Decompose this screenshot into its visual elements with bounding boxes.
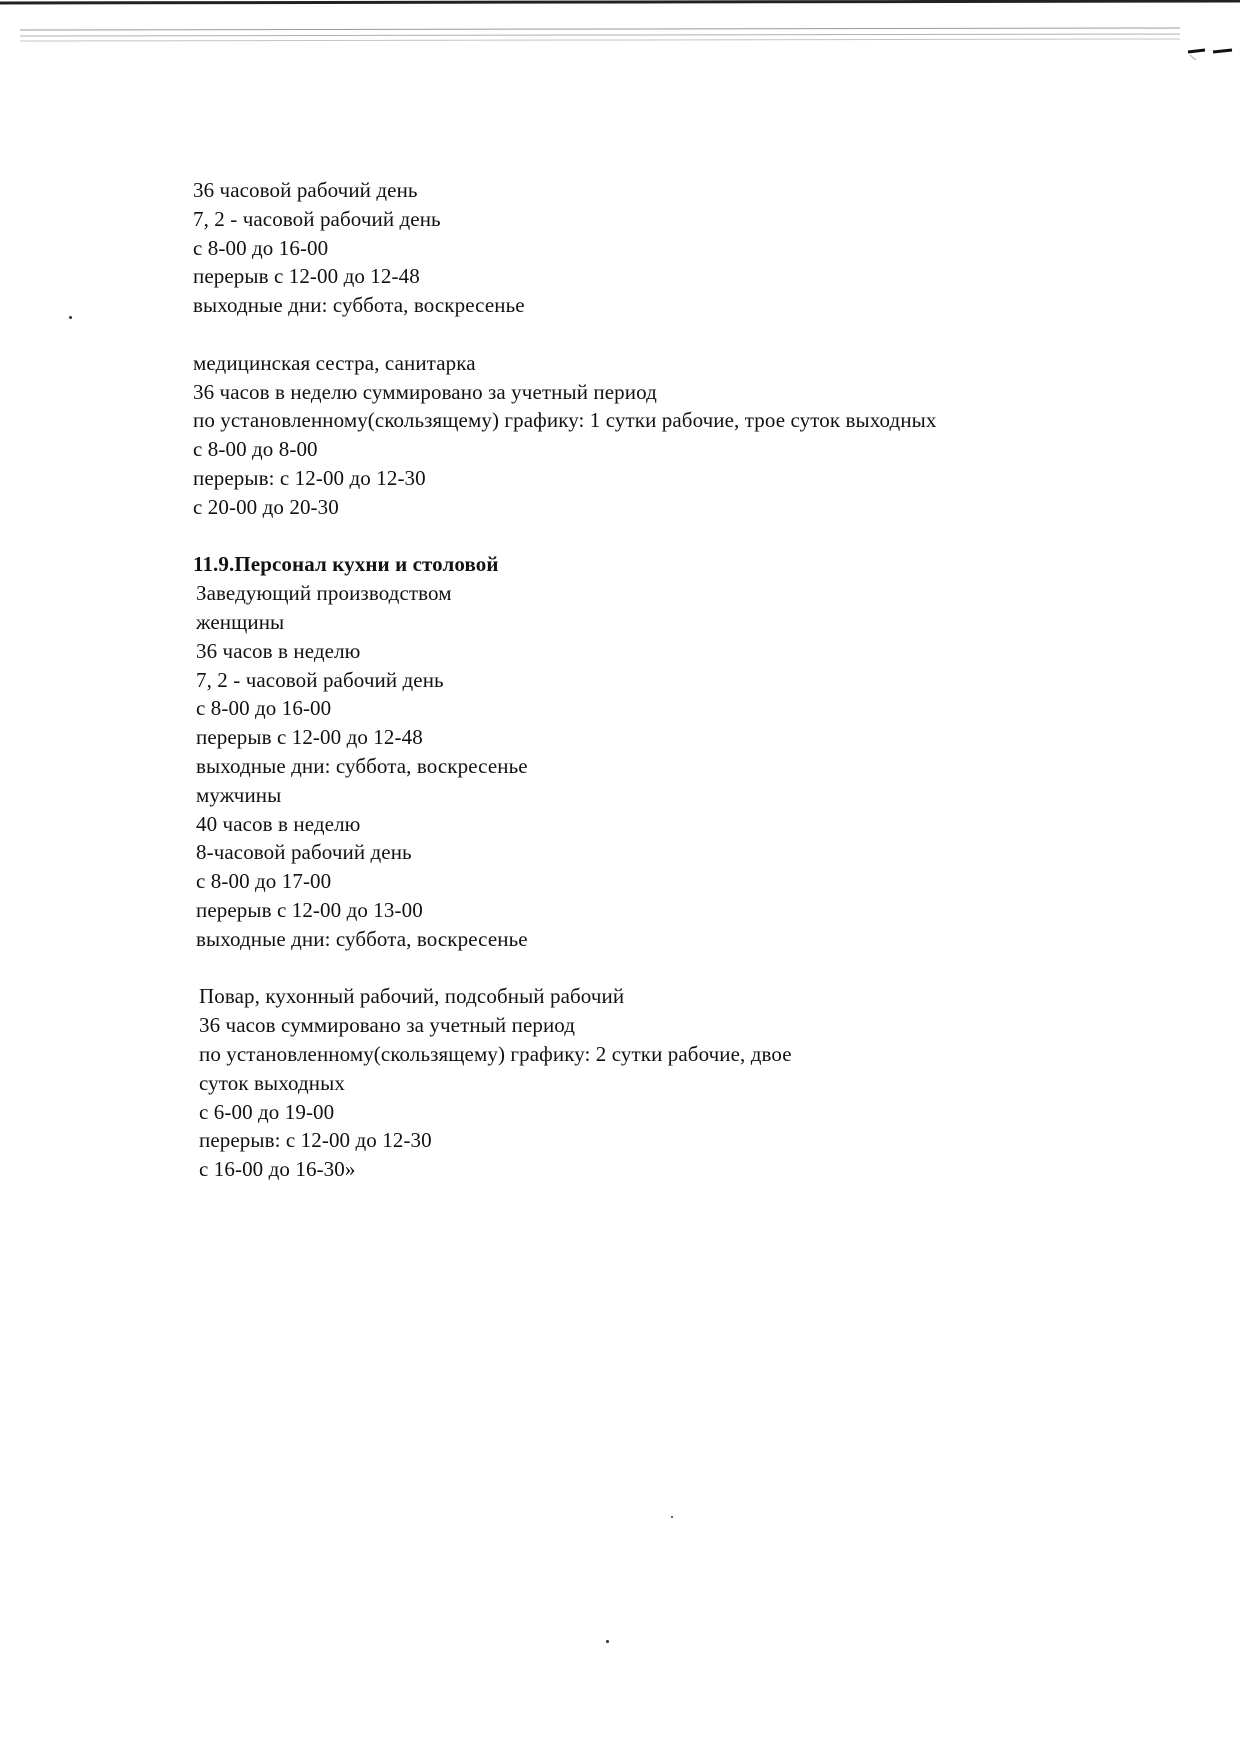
document-body [193,176,1193,1184]
text-line: с 8-00 до 17-00 [196,869,332,894]
text-line: с 8-00 до 16-00 [193,235,329,260]
scan-edge-artifact [0,0,1240,60]
scan-speck [606,1640,609,1643]
blank-line [193,522,1193,551]
blank-line [193,954,1193,983]
intro-schedule-block [193,176,1193,320]
text-line: женщины [196,609,285,634]
text-line: с 16-00 до 16-30» [199,1157,356,1182]
text-line: Заведующий производством [196,581,452,606]
scan-speck [69,316,72,319]
text-line: с 6-00 до 19-00 [199,1099,335,1124]
text-line: 40 часов в неделю [196,811,361,836]
text-line: 36 часовой рабочий день [193,178,418,202]
text-line: выходные дни: суббота, воскресенье [193,293,525,318]
text-line: с 20-00 до 20-30 [193,494,339,519]
text-line: выходные дни: суббота, воскресенье [196,926,528,951]
text-line: мужчины [196,782,282,807]
text-line: 8-часовой рабочий день [196,840,412,865]
blank-line [193,320,1193,349]
text-line: по установленному(скользящему) графику: 1 сутки рабочие, трое суток выходных [193,408,937,433]
text-line: Повар, кухонный рабочий, подсобный рабочий [199,984,625,1009]
text-line: перерыв с 12-00 до 12-48 [193,264,420,289]
kitchen-head-schedule-block [193,579,1193,953]
text-line: с 8-00 до 16-00 [196,696,332,721]
text-line: перерыв: с 12-00 до 12-30 [199,1128,432,1153]
text-line: по установленному(скользящему) графику: 2 сутки рабочие, двое [199,1041,792,1066]
nurse-schedule-block [193,349,1193,522]
text-line: 7, 2 - часовой рабочий день [193,206,441,231]
text-line: медицинская сестра, санитарка [193,350,476,375]
text-line: перерыв: с 12-00 до 12-30 [193,465,426,490]
text-line: 36 часов в неделю [196,638,361,663]
text-line: перерыв с 12-00 до 13-00 [196,897,423,922]
text-line: суток выходных [199,1070,345,1095]
scan-speck [671,1516,673,1518]
text-line: 7, 2 - часовой рабочий день [196,667,444,692]
cook-schedule-block [193,982,1193,1184]
text-line: 36 часов в неделю суммировано за учетный период [193,379,657,404]
text-line: 36 часов суммировано за учетный период [199,1013,576,1038]
text-line: перерыв с 12-00 до 12-48 [196,725,423,750]
text-line: с 8-00 до 8-00 [193,437,318,462]
section-heading: 11.9.Персонал кухни и столовой [193,552,499,577]
text-line: выходные дни: суббота, воскресенье [196,753,528,778]
